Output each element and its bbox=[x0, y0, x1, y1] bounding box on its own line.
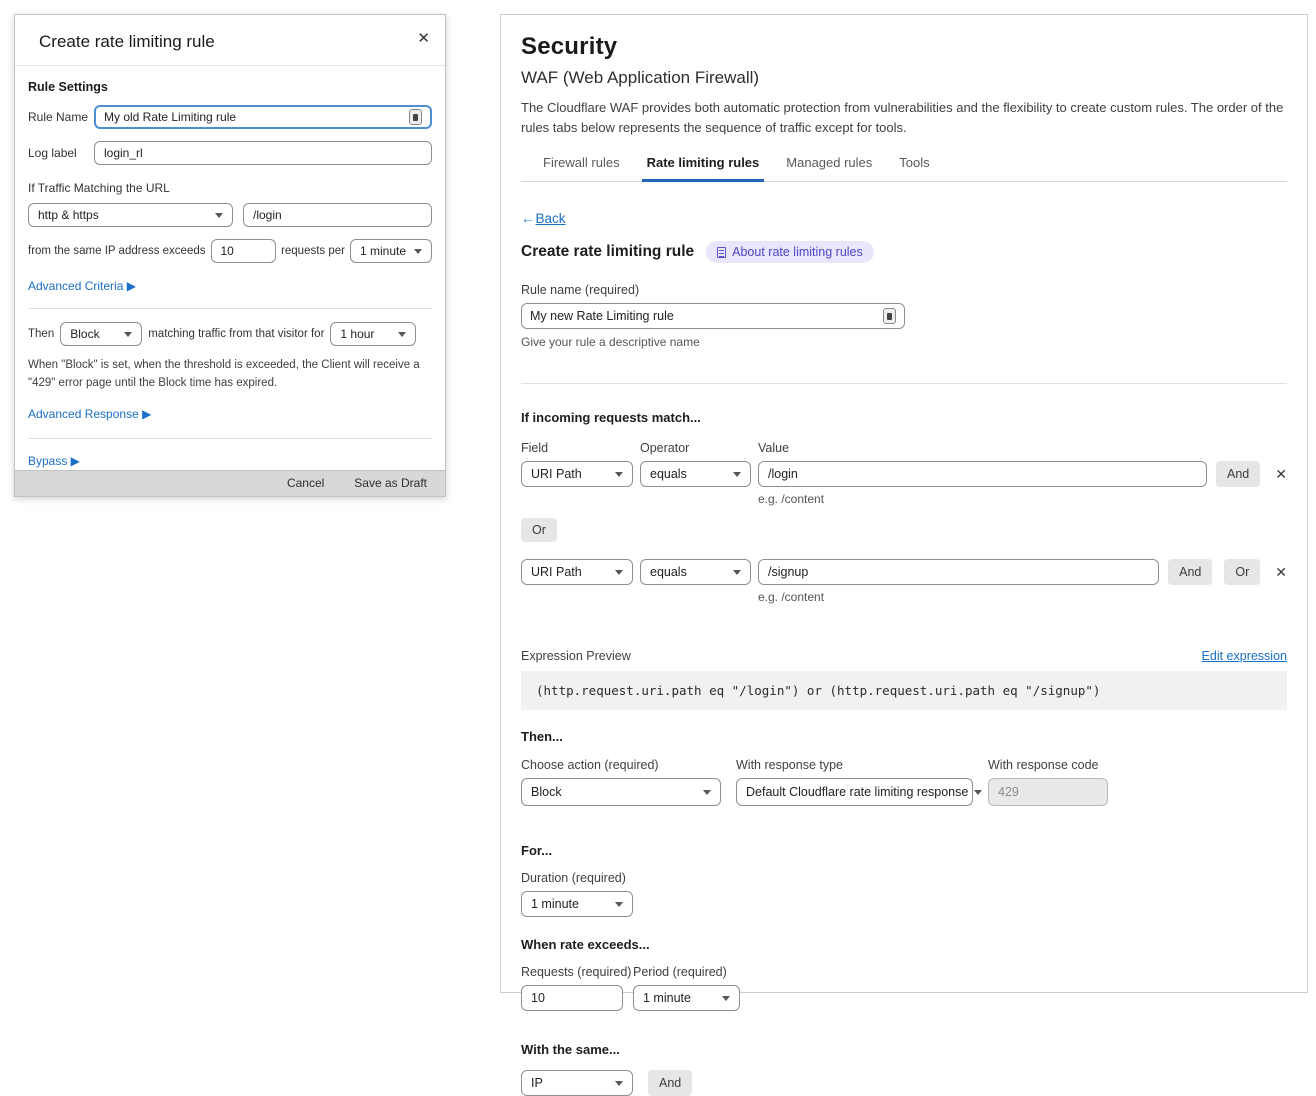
tab-list bbox=[543, 155, 1287, 181]
action-select-value: Block bbox=[70, 327, 100, 341]
and-characteristic-button[interactable]: And bbox=[648, 1070, 692, 1096]
then-middle: matching traffic from that visitor for bbox=[148, 328, 325, 340]
block-note: When "Block" is set, when the threshold is exceeded, the Client will receive a "429" error page until the Block time has expired. bbox=[28, 359, 420, 389]
choose-action-select[interactable] bbox=[521, 778, 721, 806]
expression-header-row bbox=[521, 649, 1287, 663]
chevron-down-icon bbox=[615, 902, 623, 907]
chevron-down-icon bbox=[414, 249, 422, 254]
period-label: Period (required) bbox=[633, 965, 727, 980]
form-title-row bbox=[521, 241, 1287, 263]
rule-name-label: Rule Name bbox=[28, 110, 89, 124]
advanced-criteria-link[interactable]: Advanced Criteria ▶ bbox=[28, 279, 136, 293]
chevron-down-icon bbox=[733, 570, 741, 575]
or-connector-button[interactable]: Or bbox=[521, 518, 557, 542]
rule-settings-heading: Rule Settings bbox=[28, 80, 108, 94]
back-link-row bbox=[521, 211, 1287, 226]
threshold-row bbox=[28, 239, 432, 263]
same-controls-row bbox=[521, 1070, 1287, 1096]
url-match-row bbox=[28, 203, 432, 227]
remove-condition-icon[interactable]: ✕ bbox=[1275, 564, 1287, 581]
operator-select-value: equals bbox=[650, 467, 687, 482]
value-header: Value bbox=[758, 441, 790, 456]
close-icon[interactable]: ✕ bbox=[417, 30, 430, 47]
autofill-icon[interactable] bbox=[409, 109, 422, 125]
or-button[interactable]: Or bbox=[1224, 559, 1260, 585]
page-subtitle: WAF (Web Application Firewall) bbox=[521, 68, 760, 87]
chevron-down-icon bbox=[733, 472, 741, 477]
then-row bbox=[28, 322, 432, 346]
page-title: Security bbox=[521, 33, 618, 60]
field-header: Field bbox=[521, 441, 549, 456]
duration-select[interactable] bbox=[521, 891, 633, 917]
edit-expression-link[interactable]: Edit expression bbox=[1201, 649, 1287, 664]
cancel-button[interactable]: Cancel bbox=[286, 476, 325, 491]
field-select[interactable] bbox=[521, 559, 633, 585]
rule-name-input[interactable] bbox=[104, 110, 409, 124]
chevron-down-icon bbox=[615, 1081, 623, 1086]
tab-tools[interactable]: Tools bbox=[899, 155, 930, 171]
save-as-draft-button[interactable]: Save as Draft bbox=[354, 476, 427, 491]
response-type-label: With response type bbox=[736, 758, 843, 773]
then-labels-row bbox=[521, 758, 1287, 772]
ban-duration-select[interactable] bbox=[330, 322, 416, 346]
response-type-select[interactable] bbox=[736, 778, 973, 806]
log-label-row bbox=[28, 141, 432, 165]
and-button[interactable]: And bbox=[1216, 461, 1260, 487]
chevron-down-icon bbox=[615, 570, 623, 575]
url-input[interactable] bbox=[243, 203, 432, 227]
rule-name-field-shell bbox=[521, 303, 905, 329]
advanced-response-link[interactable]: Advanced Response ▶ bbox=[28, 406, 152, 421]
rule-name-label: Rule name (required) bbox=[521, 283, 640, 298]
rule-name-row bbox=[28, 105, 432, 129]
dialog-header bbox=[15, 15, 445, 66]
match-heading: If incoming requests match... bbox=[521, 410, 701, 426]
chevron-down-icon bbox=[124, 332, 132, 337]
remove-condition-icon[interactable]: ✕ bbox=[1275, 466, 1287, 483]
operator-select-value: equals bbox=[650, 565, 687, 580]
then-controls-row bbox=[521, 778, 1287, 806]
back-link[interactable]: Back bbox=[535, 211, 566, 227]
section-divider bbox=[28, 308, 432, 309]
field-select[interactable] bbox=[521, 461, 633, 487]
expression-preview-label: Expression Preview bbox=[521, 649, 631, 664]
choose-action-label: Choose action (required) bbox=[521, 758, 659, 773]
action-select[interactable] bbox=[60, 322, 142, 346]
response-code-label: With response code bbox=[988, 758, 1099, 773]
choose-action-value: Block bbox=[531, 785, 562, 800]
dialog-footer bbox=[15, 470, 445, 496]
duration-value: 1 minute bbox=[531, 897, 579, 912]
operator-select[interactable] bbox=[640, 461, 751, 487]
chevron-down-icon bbox=[615, 472, 623, 477]
value-input[interactable] bbox=[758, 559, 1159, 585]
condition-row bbox=[521, 559, 1287, 585]
security-waf-panel bbox=[500, 14, 1308, 1091]
characteristic-select[interactable] bbox=[521, 1070, 633, 1096]
and-button[interactable]: And bbox=[1168, 559, 1212, 585]
characteristic-value: IP bbox=[531, 1076, 543, 1091]
about-rate-limiting-badge[interactable] bbox=[706, 241, 874, 263]
rate-heading: When rate exceeds... bbox=[521, 937, 650, 953]
chevron-down-icon bbox=[974, 790, 982, 795]
value-input[interactable] bbox=[758, 461, 1207, 487]
threshold-period-select[interactable] bbox=[350, 239, 432, 263]
threshold-middle: requests per bbox=[281, 245, 345, 257]
value-hint: e.g. /content bbox=[758, 590, 825, 605]
about-badge-label: About rate limiting rules bbox=[732, 245, 863, 260]
page-description: The Cloudflare WAF provides both automatic protection from vulnerabilities and the flexibility to create custom rules. The order of the rules tabs below represents the sequence of traffic except for tools. bbox=[521, 100, 1284, 136]
form-title: Create rate limiting rule bbox=[521, 243, 695, 261]
tab-rate-limiting-rules[interactable]: Rate limiting rules bbox=[647, 155, 760, 181]
condition-row bbox=[521, 461, 1287, 487]
document-icon bbox=[717, 247, 726, 258]
log-label-label: Log label bbox=[28, 146, 77, 160]
tab-firewall-rules[interactable]: Firewall rules bbox=[543, 155, 620, 171]
rate-controls-row bbox=[521, 985, 1287, 1011]
rule-name-field-shell bbox=[94, 105, 432, 129]
old-rate-limit-dialog bbox=[14, 14, 446, 497]
threshold-period-value: 1 minute bbox=[360, 244, 407, 258]
scheme-select-value: http & https bbox=[38, 208, 99, 222]
rule-name-input[interactable] bbox=[530, 309, 883, 323]
duration-label: Duration (required) bbox=[521, 871, 626, 886]
threshold-prefix: from the same IP address exceeds bbox=[28, 245, 206, 257]
response-code-input bbox=[988, 778, 1108, 806]
autofill-icon[interactable] bbox=[883, 308, 896, 324]
section-divider bbox=[28, 438, 432, 439]
value-hint: e.g. /content bbox=[758, 492, 825, 507]
operator-header: Operator bbox=[640, 441, 690, 456]
bypass-link[interactable]: Bypass ▶ bbox=[28, 453, 80, 468]
field-select-value: URI Path bbox=[531, 467, 582, 482]
scheme-select[interactable] bbox=[28, 203, 233, 227]
period-value: 1 minute bbox=[643, 991, 691, 1006]
requests-input[interactable] bbox=[521, 985, 623, 1011]
requests-label: Requests (required) bbox=[521, 965, 632, 980]
chevron-down-icon bbox=[215, 213, 223, 218]
expression-code: (http.request.uri.path eq "/login") or (http.request.uri.path eq "/signup") bbox=[521, 671, 1287, 710]
traffic-match-label: If Traffic Matching the URL bbox=[28, 181, 170, 195]
chevron-down-icon bbox=[398, 332, 406, 337]
rate-labels-row bbox=[521, 965, 1287, 979]
dialog-body bbox=[15, 66, 445, 470]
log-label-input[interactable] bbox=[94, 141, 432, 165]
period-select[interactable] bbox=[633, 985, 740, 1011]
tab-bar bbox=[521, 155, 1287, 182]
dialog-title: Create rate limiting rule bbox=[39, 32, 215, 51]
then-label: Then bbox=[28, 328, 55, 340]
then-heading: Then... bbox=[521, 729, 563, 745]
threshold-requests-input[interactable] bbox=[211, 239, 277, 263]
tab-managed-rules[interactable]: Managed rules bbox=[786, 155, 873, 171]
ban-duration-value: 1 hour bbox=[340, 327, 375, 341]
chevron-down-icon bbox=[703, 790, 711, 795]
section-divider bbox=[521, 383, 1287, 384]
back-arrow-icon: ← bbox=[521, 211, 535, 227]
response-type-value: Default Cloudflare rate limiting response bbox=[746, 785, 969, 800]
chevron-down-icon bbox=[722, 996, 730, 1001]
match-column-headers bbox=[521, 441, 1287, 455]
operator-select[interactable] bbox=[640, 559, 751, 585]
field-select-value: URI Path bbox=[531, 565, 582, 580]
same-heading: With the same... bbox=[521, 1042, 620, 1058]
rule-name-help: Give your rule a descriptive name bbox=[521, 335, 700, 350]
for-heading: For... bbox=[521, 843, 553, 859]
